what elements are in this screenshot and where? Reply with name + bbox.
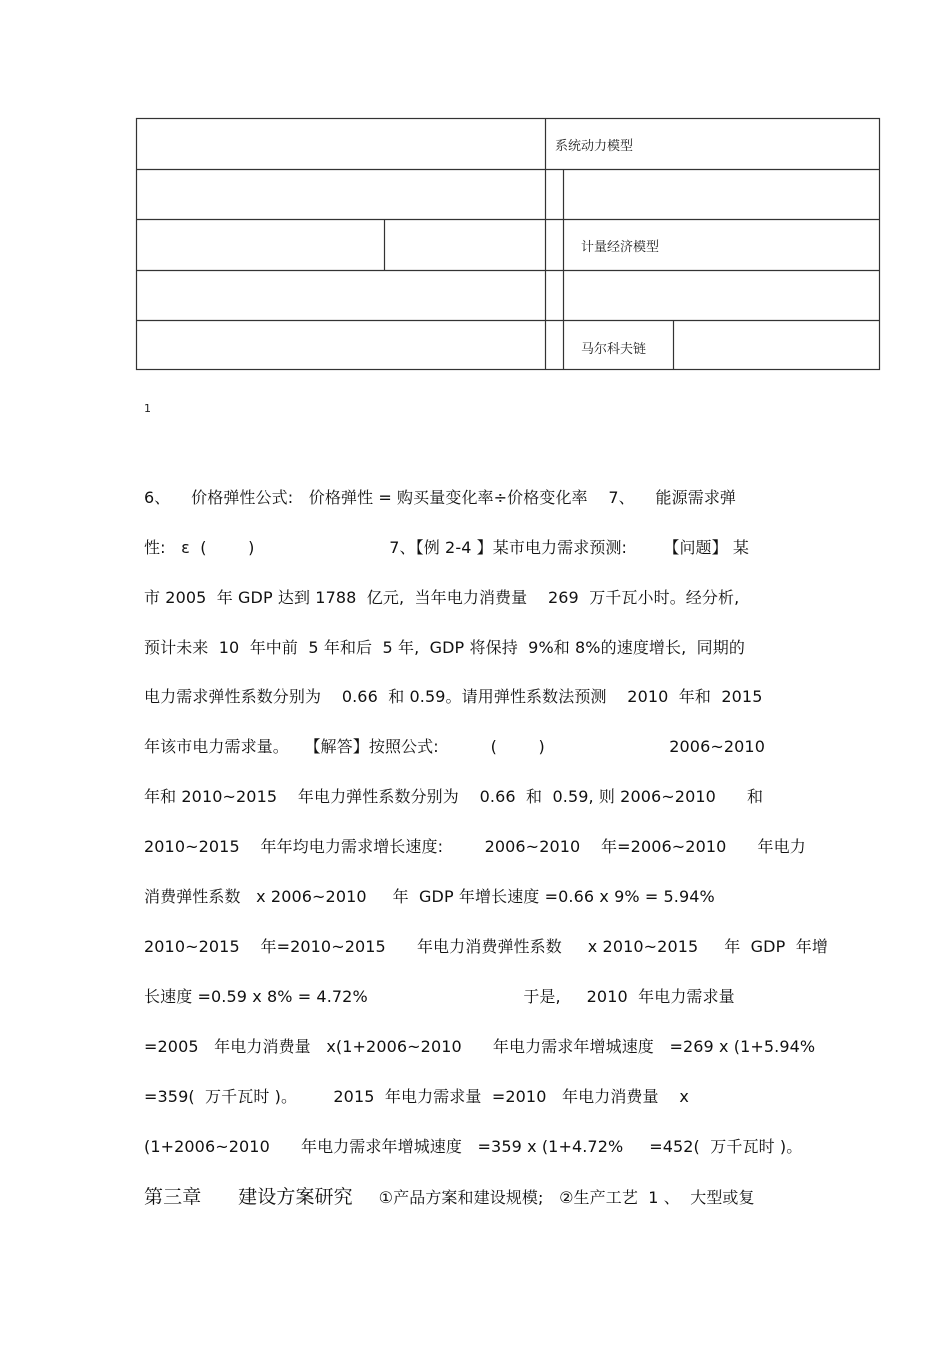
body-line: 电力需求弹性系数分别为 0.66 和 0.59。请用弹性系数法预测 2010 年和 2015: [144, 687, 763, 706]
body-line: 6、 价格弹性公式: 价格弹性 = 购买量变化率÷价格变化率 7、 能源需求弹: [144, 488, 737, 507]
table-cell-econometric: 计量经济模型: [581, 240, 660, 255]
body-line: 市 2005 年 GDP 达到 1788 亿元, 当年电力消费量 269 万千瓦小时。经分析,: [144, 588, 740, 607]
body-line: =2005 年电力消费量 x(1+2006~2010 年电力需求年增城速度 =269 x (1+5.94%: [144, 1037, 816, 1056]
body-line: =359( 万千瓦时 )。 2015 年电力需求量 =2010 年电力消费量 x: [144, 1087, 689, 1106]
chapter-items: ①产品方案和建设规模; ②生产工艺 1 、 大型或复: [352, 1188, 755, 1207]
table-cell-system-dynamics: 系统动力模型: [555, 139, 634, 154]
body-line: 性: ε ( ) 7、【例 2-4 】某市电力需求预测: 【问题】 某: [144, 538, 750, 557]
body-line: (1+2006~2010 年电力需求年增城速度 =359 x (1+4.72% =452( 万千瓦时 )。: [144, 1137, 803, 1156]
chapter-line: [144, 1187, 755, 1208]
chapter-title: 第三章 建设方案研究: [144, 1186, 353, 1208]
body-line: 年和 2010~2015 年电力弹性系数分别为 0.66 和 0.59, 则 2006~2010 和: [144, 787, 764, 806]
body-line: 预计未来 10 年中前 5 年和后 5 年, GDP 将保持 9%和 8%的速度增长, 同期的: [144, 638, 745, 657]
page-number: 1: [144, 402, 151, 415]
body-line: 2010~2015 年=2010~2015 年电力消费弹性系数 x 2010~2015 年 GDP 年增: [144, 937, 828, 956]
body-line: 长速度 =0.59 x 8% = 4.72% 于是, 2010 年电力需求量: [144, 987, 735, 1006]
body-line: 2010~2015 年年均电力需求增长速度: 2006~2010 年=2006~2010 年电力: [144, 837, 806, 856]
framework-table: [0, 0, 950, 400]
body-line: 消费弹性系数 x 2006~2010 年 GDP 年增长速度 =0.66 x 9% = 5.94%: [144, 887, 715, 906]
body-line: 年该市电力需求量。 【解答】按照公式: ( ) 2006~2010: [144, 737, 765, 756]
table-cell-markov: 马尔科夫链: [581, 342, 647, 357]
